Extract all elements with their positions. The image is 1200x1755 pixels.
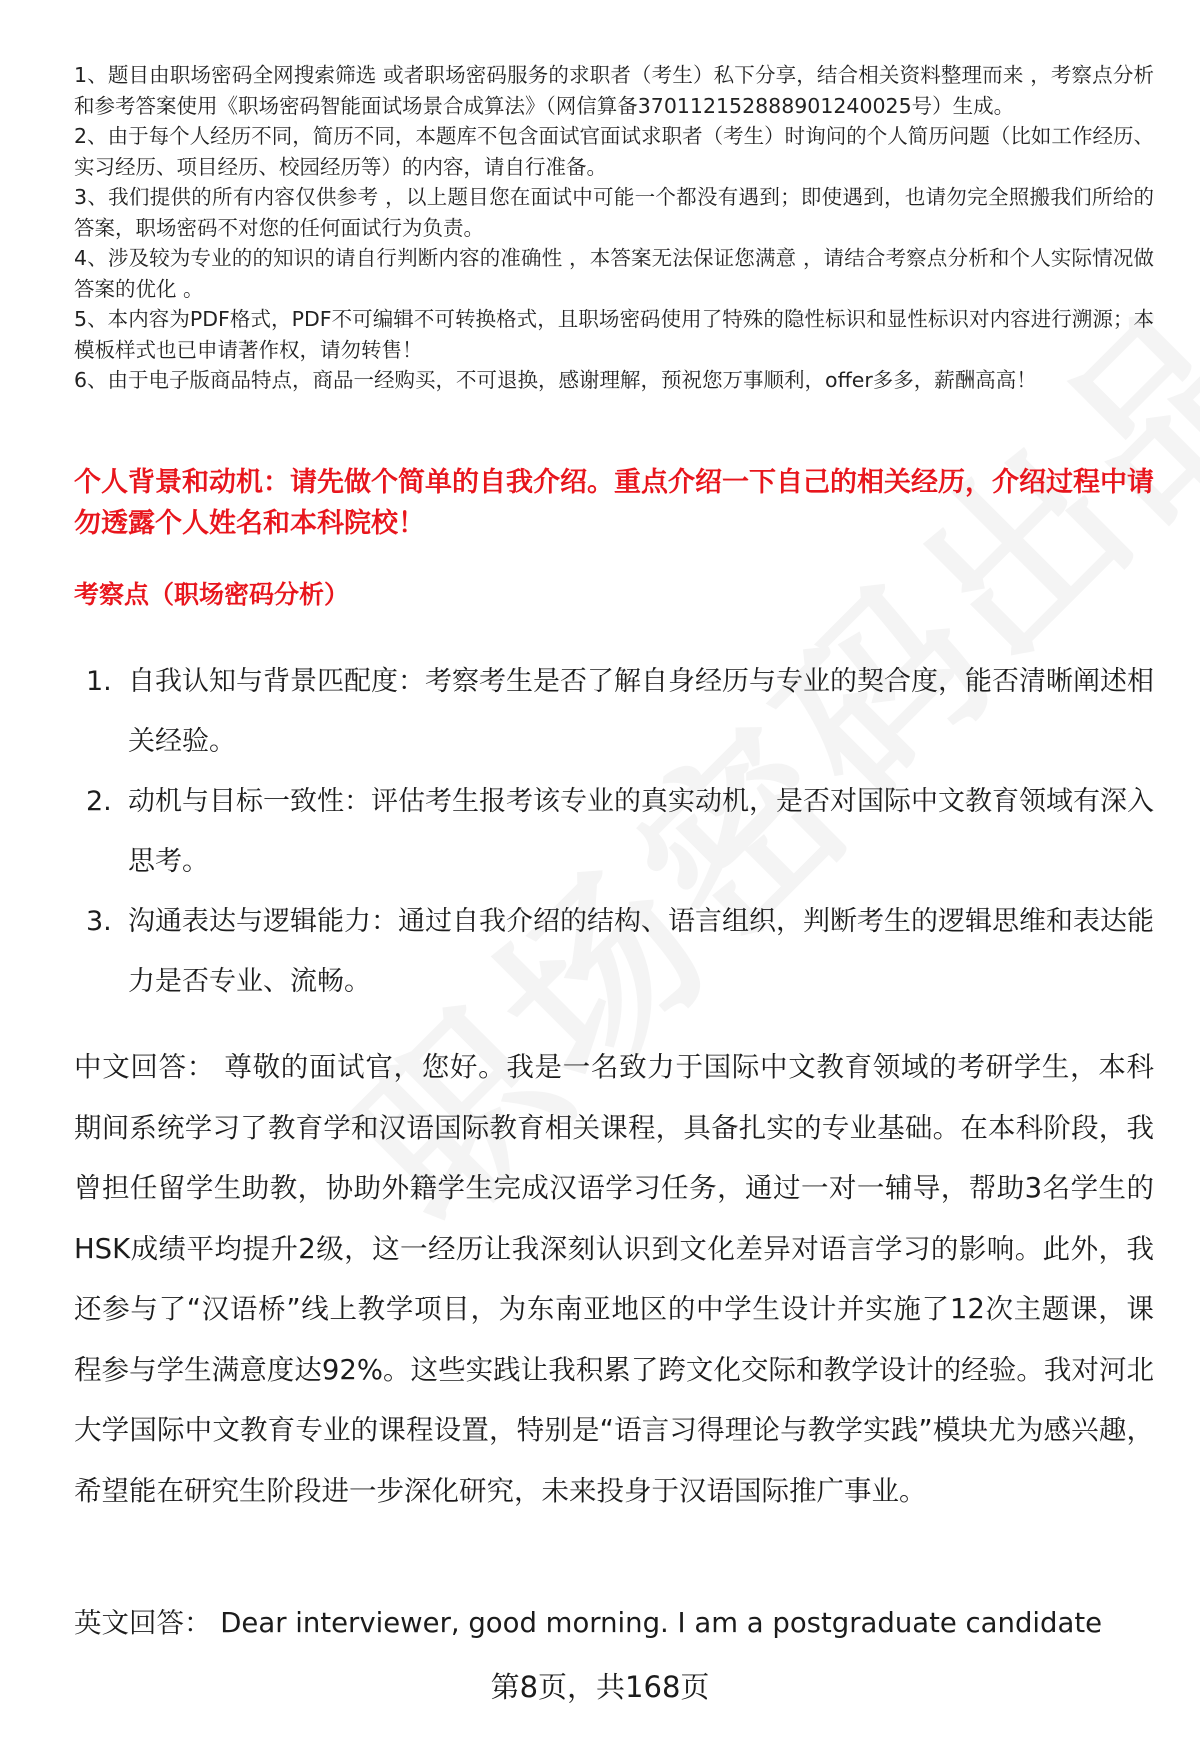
english-answer-label: 英文回答： <box>74 1607 212 1639</box>
notice-item: 6、由于电子版商品特点，商品一经购买，不可退换，感谢理解，预祝您万事顺利，offer多多，薪酬高高！ <box>74 368 1037 392</box>
notice-item: 2、由于每个人经历不同，简历不同，本题库不包含面试官面试求职者（考生）时询问的个人简历问题（比如工作经历、实习经历、项目经历、校园经历等）的内容，请自行准备。 <box>74 124 1154 179</box>
notice-item: 3、我们提供的所有内容仅供参考 ，以上题目您在面试中可能一个都没有遇到；即使遇到，也请勿完全照搬我们所给的答案，职场密码不对您的任何面试行为负责。 <box>74 185 1154 240</box>
point-text: 动机与目标一致性：评估考生报考该专业的真实动机，是否对国际中文教育领域有深入思考。 <box>128 786 1154 877</box>
analysis-point <box>74 652 1154 772</box>
notice-item: 1、题目由职场密码全网搜索筛选 或者职场密码服务的求职者（考生）私下分享，结合相关资料整理而来 ，考察点分析和参考答案使用《职场密码智能面试场景合成算法》（网信算备370112152888901240025号）生成。 <box>74 63 1154 118</box>
chinese-answer <box>74 1037 1154 1521</box>
page-number-footer: 第8页，共168页 <box>490 1670 710 1704</box>
chinese-answer-label: 中文回答： <box>74 1051 215 1083</box>
point-number: 3. <box>86 906 112 937</box>
notice-item: 5、本内容为PDF格式，PDF不可编辑不可转换格式，且职场密码使用了特殊的隐性标识和显性标识对内容进行溯源；本模板样式也已申请著作权，请勿转售！ <box>74 307 1154 362</box>
english-answer-text: Dear interviewer, good morning. I am a postgraduate candidate <box>220 1607 1103 1639</box>
point-text: 自我认知与背景匹配度：考察考生是否了解自身经历与专业的契合度，能否清晰阐述相关经验。 <box>128 666 1154 757</box>
analysis-point <box>74 772 1154 892</box>
disclaimer-notices <box>74 60 1154 396</box>
interview-question: 个人背景和动机：请先做个简单的自我介绍。重点介绍一下自己的相关经历，介绍过程中请勿透露个人姓名和本科院校！ <box>74 467 1154 539</box>
chinese-answer-text: 尊敬的面试官，您好。我是一名致力于国际中文教育领域的考研学生，本科期间系统学习了教育学和汉语国际教育相关课程，具备扎实的专业基础。在本科阶段，我曾担任留学生助教，协助外籍学生完成汉语学习任务，通过一对一辅导，帮助3名学生的HSK成绩平均提升2级，这一经历让我深刻认识到文化差异对语言学习的影响。此外，我还参与了“汉语桥”线上教学项目，为东南亚地区的中学生设计并实施了12次主题课，课程参与学生满意度达92%。这些实践让我积累了跨文化交际和教学设计的经验。我对河北大学国际中文教育专业的课程设置，特别是“语言习得理论与教学实践”模块尤为感兴趣，希望能在研究生阶段进一步深化研究，未来投身于汉语国际推广事业。 <box>74 1051 1155 1507</box>
point-text: 沟通表达与逻辑能力：通过自我介绍的结构、语言组织，判断考生的逻辑思维和表达能力是否专业、流畅。 <box>128 906 1154 997</box>
point-number: 1. <box>86 666 112 697</box>
notice-item: 4、涉及较为专业的的知识的请自行判断内容的准确性 ，本答案无法保证您满意 ，请结合考察点分析和个人实际情况做答案的优化 。 <box>74 246 1154 301</box>
point-number: 2. <box>86 786 112 817</box>
analysis-point <box>74 892 1154 1012</box>
english-answer <box>74 1593 1174 1653</box>
analysis-points-list <box>74 652 1154 1012</box>
analysis-heading: 考察点（职场密码分析） <box>74 580 350 609</box>
